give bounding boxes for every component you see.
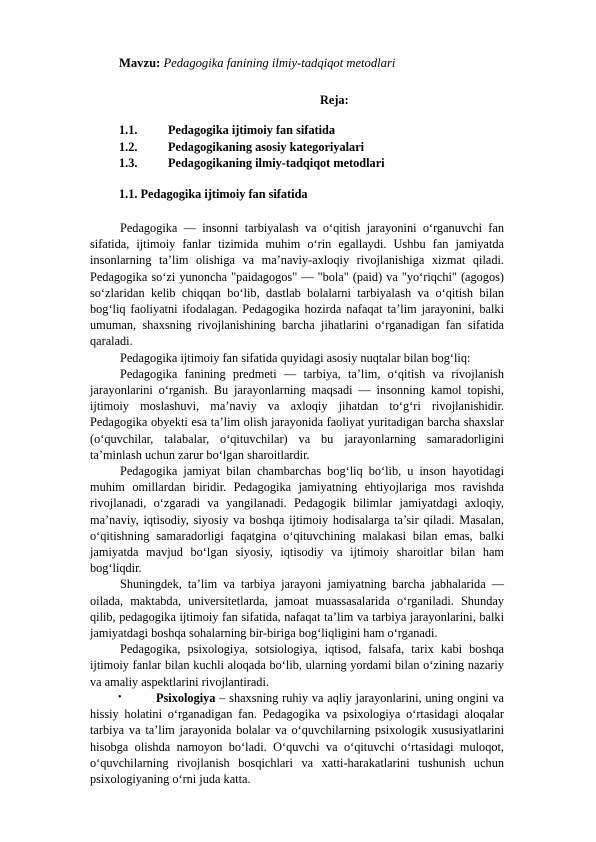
bullet-description: – shaxsning ruhiy va aqliy jarayonlarini, uning ongini va hissiy holatini o‘rganadigan fan. Pedagogika va psixologiya o‘rtasidagi aloqalar tarbiya va ta’lim jarayonida bolalar va o‘quvchilarning psixologik xususiyatlarini hisobga olishda namoyon bo‘ladi. O‘quvchi va o‘qituvchi o‘rtasidagi muloqot, o‘quvchilarning rivojlanish bosqichlari va xatti-harakatlarini tushunish uchun psixologiyaning o‘rni juda katta. [90, 690, 504, 786]
body-paragraph: Pedagogika — insonni tarbiyalash va o‘qitish jarayonini o‘rganuvchi fan sifatida, ijtimoiy fanlar tizimida muhim o‘rin egallaydi. Ushbu fan jamiyatda insonlarning ta’lim olishiga va ma’naviy-axloqiy rivojlanishiga xizmat qiladi. Pedagogika so‘zi yunoncha "paidagogos" — "bola" (paid) va "yo‘riqchi" (agogos) so‘zlaridan kelib chiqqan bo‘lib, dastlab bolalarni tarbiyalash va o‘qitish bilan bog‘liq faoliyatni ifodalagan. Pedagogika hozirda nafaqat ta’lim jarayonini, balki umuman, shaxsning rivojlanishining barcha jihatlarini o‘rganadigan fan sifatida qaraladi. [90, 221, 504, 349]
plan-list [119, 122, 385, 172]
plan-title: Reja: [320, 93, 349, 107]
plan-item-number: 1.1. [119, 123, 138, 137]
section-body [90, 220, 504, 787]
plan-item [119, 122, 385, 139]
topic-line [119, 55, 395, 71]
section-heading: 1.1. Pedagogika ijtimoiy fan sifatida [119, 187, 308, 201]
body-paragraph: Shuningdek, ta’lim va tarbiya jarayoni jamiyatning barcha jabhalarida — oilada, maktabda, universitetlarda, jamoat muassasalarida o‘rganiladi. Shunday qilib, pedagogika ijtimoiy fan sifatida, nafaqat ta’lim va tarbiya jarayonlarini, balki jamiyatdagi boshqa sohalarning bir-biriga bog‘liqligini ham o‘rganadi. [90, 577, 504, 641]
plan-item-number: 1.2. [119, 139, 138, 154]
bullet-item [90, 690, 504, 787]
bullet-term: Psixologiya [156, 690, 216, 705]
plan-item-text: Pedagogika ijtimoiy fan sifatida [168, 123, 336, 137]
topic-title: Pedagogika fanining ilmiy-tadqiqot metodlari [163, 56, 396, 70]
body-paragraph: Pedagogika jamiyat bilan chambarchas bog‘liq bo‘lib, u inson hayotidagi muhim omillardan biridir. Pedagogika jamiyatning ehtiyojlariga mos ravishda rivojlanadi, o‘zgaradi va yangilanadi. Pedagogik bilimlar jamiyatdagi axloqiy, ma’naviy, iqtisodiy, siyosiy va boshqa ijtimoiy hodisalarga ta’sir qiladi. Masalan, o‘qitishning samaradorligi faqatgina o‘qituvchining malakasi bilan emas, balki jamiyatda mavjud bo‘lgan siyosiy, iqtisodiy va ijtimoiy sharoitlar bilan ham bog‘liqdir. [90, 464, 504, 576]
bullet-text [90, 690, 504, 787]
body-paragraph: Pedagogika fanining predmeti — tarbiya, ta’lim, o‘qitish va rivojlanish jarayonlarini o‘rganish. Bu jarayonlarning maqsadi — insonning kamol topishi, ijtimoiy moslashuvi, ma’naviy va axloqiy jihatdan to‘g‘ri rivojlanishidir. Pedagogika obyekti esa ta’lim olish jarayonida faoliyat yuritadigan barcha shaxslar (o‘quvchilar, talabalar, o‘qituvchilar) va bu jarayonlarning samaradorligini ta’minlash uchun zarur bo‘lgan sharoitlardir. [90, 366, 504, 462]
topic-label: Mavzu: [119, 56, 161, 70]
plan-item-text: Pedagogikaning asosiy kategoriyalari [168, 139, 365, 154]
bullet-icon: • [118, 691, 122, 703]
plan-item-number: 1.3. [119, 156, 138, 170]
plan-item [119, 139, 385, 156]
body-paragraph: Pedagogika ijtimoiy fan sifatida quyidagi asosiy nuqtalar bilan bog‘liq: [120, 350, 471, 365]
plan-item-text: Pedagogikaning ilmiy-tadqiqot metodlari [168, 156, 385, 170]
plan-item [119, 155, 385, 172]
body-paragraph: Pedagogika, psixologiya, sotsiologiya, iqtisod, falsafa, tarix kabi boshqa ijtimoiy fanlar bilan kuchli aloqada bo‘lib, ularning yordami bilan o‘zining nazariy va amaliy aspektlarini rivojlantiradi. [90, 642, 504, 689]
